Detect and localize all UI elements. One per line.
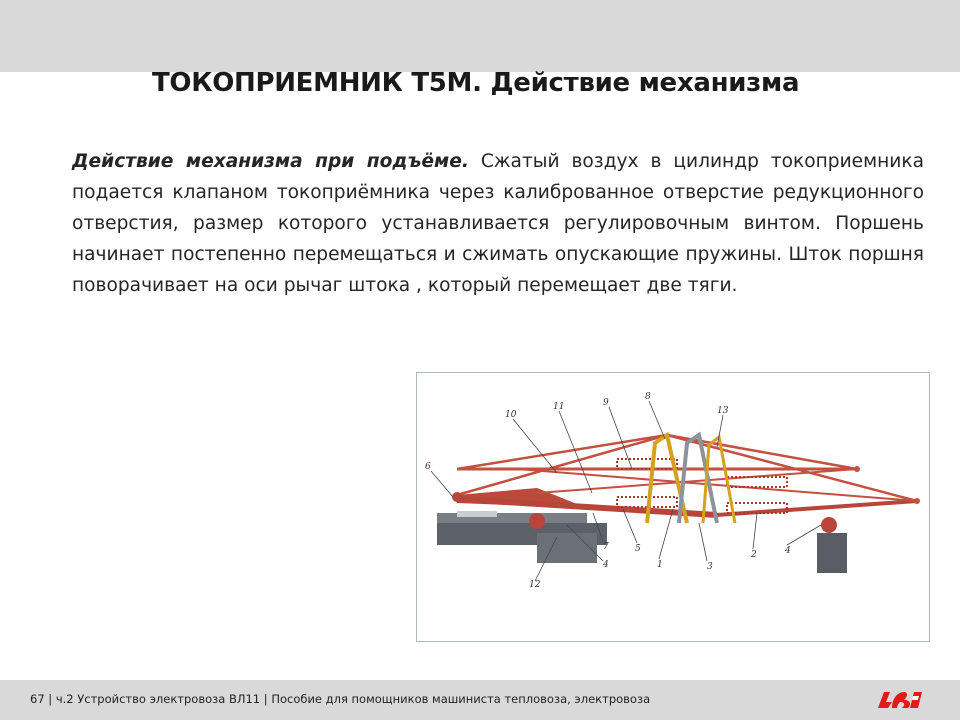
pantograph-diagram xyxy=(417,373,931,643)
callout-label: 11 xyxy=(553,402,565,412)
callout-label: 12 xyxy=(529,580,541,590)
insulator-right xyxy=(821,517,837,533)
joint-far-right xyxy=(914,498,920,504)
rod-4 xyxy=(667,435,857,469)
insulator-left xyxy=(529,513,545,529)
callout-label: 4 xyxy=(785,546,791,556)
joint-left xyxy=(452,492,462,502)
page-title: ТОКОПРИЕМНИК Т5М. Действие механизма xyxy=(152,68,800,98)
leader-lines xyxy=(431,401,821,581)
page-number: 67 xyxy=(30,692,45,706)
callout-label: 1 xyxy=(657,560,663,570)
joint-right xyxy=(854,466,860,472)
callout-label: 2 xyxy=(751,550,757,560)
rod-6 xyxy=(537,469,857,493)
pantograph-figure xyxy=(416,372,930,642)
callout-label: 6 xyxy=(425,462,431,472)
base-handle xyxy=(457,511,497,517)
footer-manual: Пособие для помощников машиниста тепловоза, электровоза xyxy=(271,692,651,706)
body-text: Сжатый воздух в цилиндр токоприемника подается клапаном токоприёмника через калиброванное отверстие редукционного отверстия, размер которого устанавливается регулировочным винтом. Поршень начинает постепенно перемещаться и сжимать опускающие пружины. Шток поршня поворачивает на оси рычаг штока , который перемещает две тяги. xyxy=(72,151,924,296)
callout-label: 13 xyxy=(717,406,729,416)
callout-label: 9 xyxy=(603,398,609,408)
callout-labels xyxy=(425,392,791,590)
footer-separator: | xyxy=(263,692,268,706)
footer-part: ч.2 xyxy=(55,692,74,706)
footer-course: Устройство электровоза ВЛ11 xyxy=(77,692,261,706)
footer-text xyxy=(30,692,650,706)
header-band xyxy=(0,0,960,72)
body-lead: Действие механизма при подъёме. xyxy=(72,151,469,172)
insulator-block xyxy=(817,533,847,573)
footer-separator: | xyxy=(48,692,53,706)
callout-label: 5 xyxy=(635,544,641,554)
callout-label: 8 xyxy=(645,392,651,402)
callout-label: 3 xyxy=(707,562,713,572)
rzd-logo-icon xyxy=(874,686,926,714)
callout-label: 4 xyxy=(603,560,609,570)
callout-label: 7 xyxy=(603,542,609,552)
body-paragraph xyxy=(72,146,924,301)
callout-label: 10 xyxy=(505,410,517,420)
